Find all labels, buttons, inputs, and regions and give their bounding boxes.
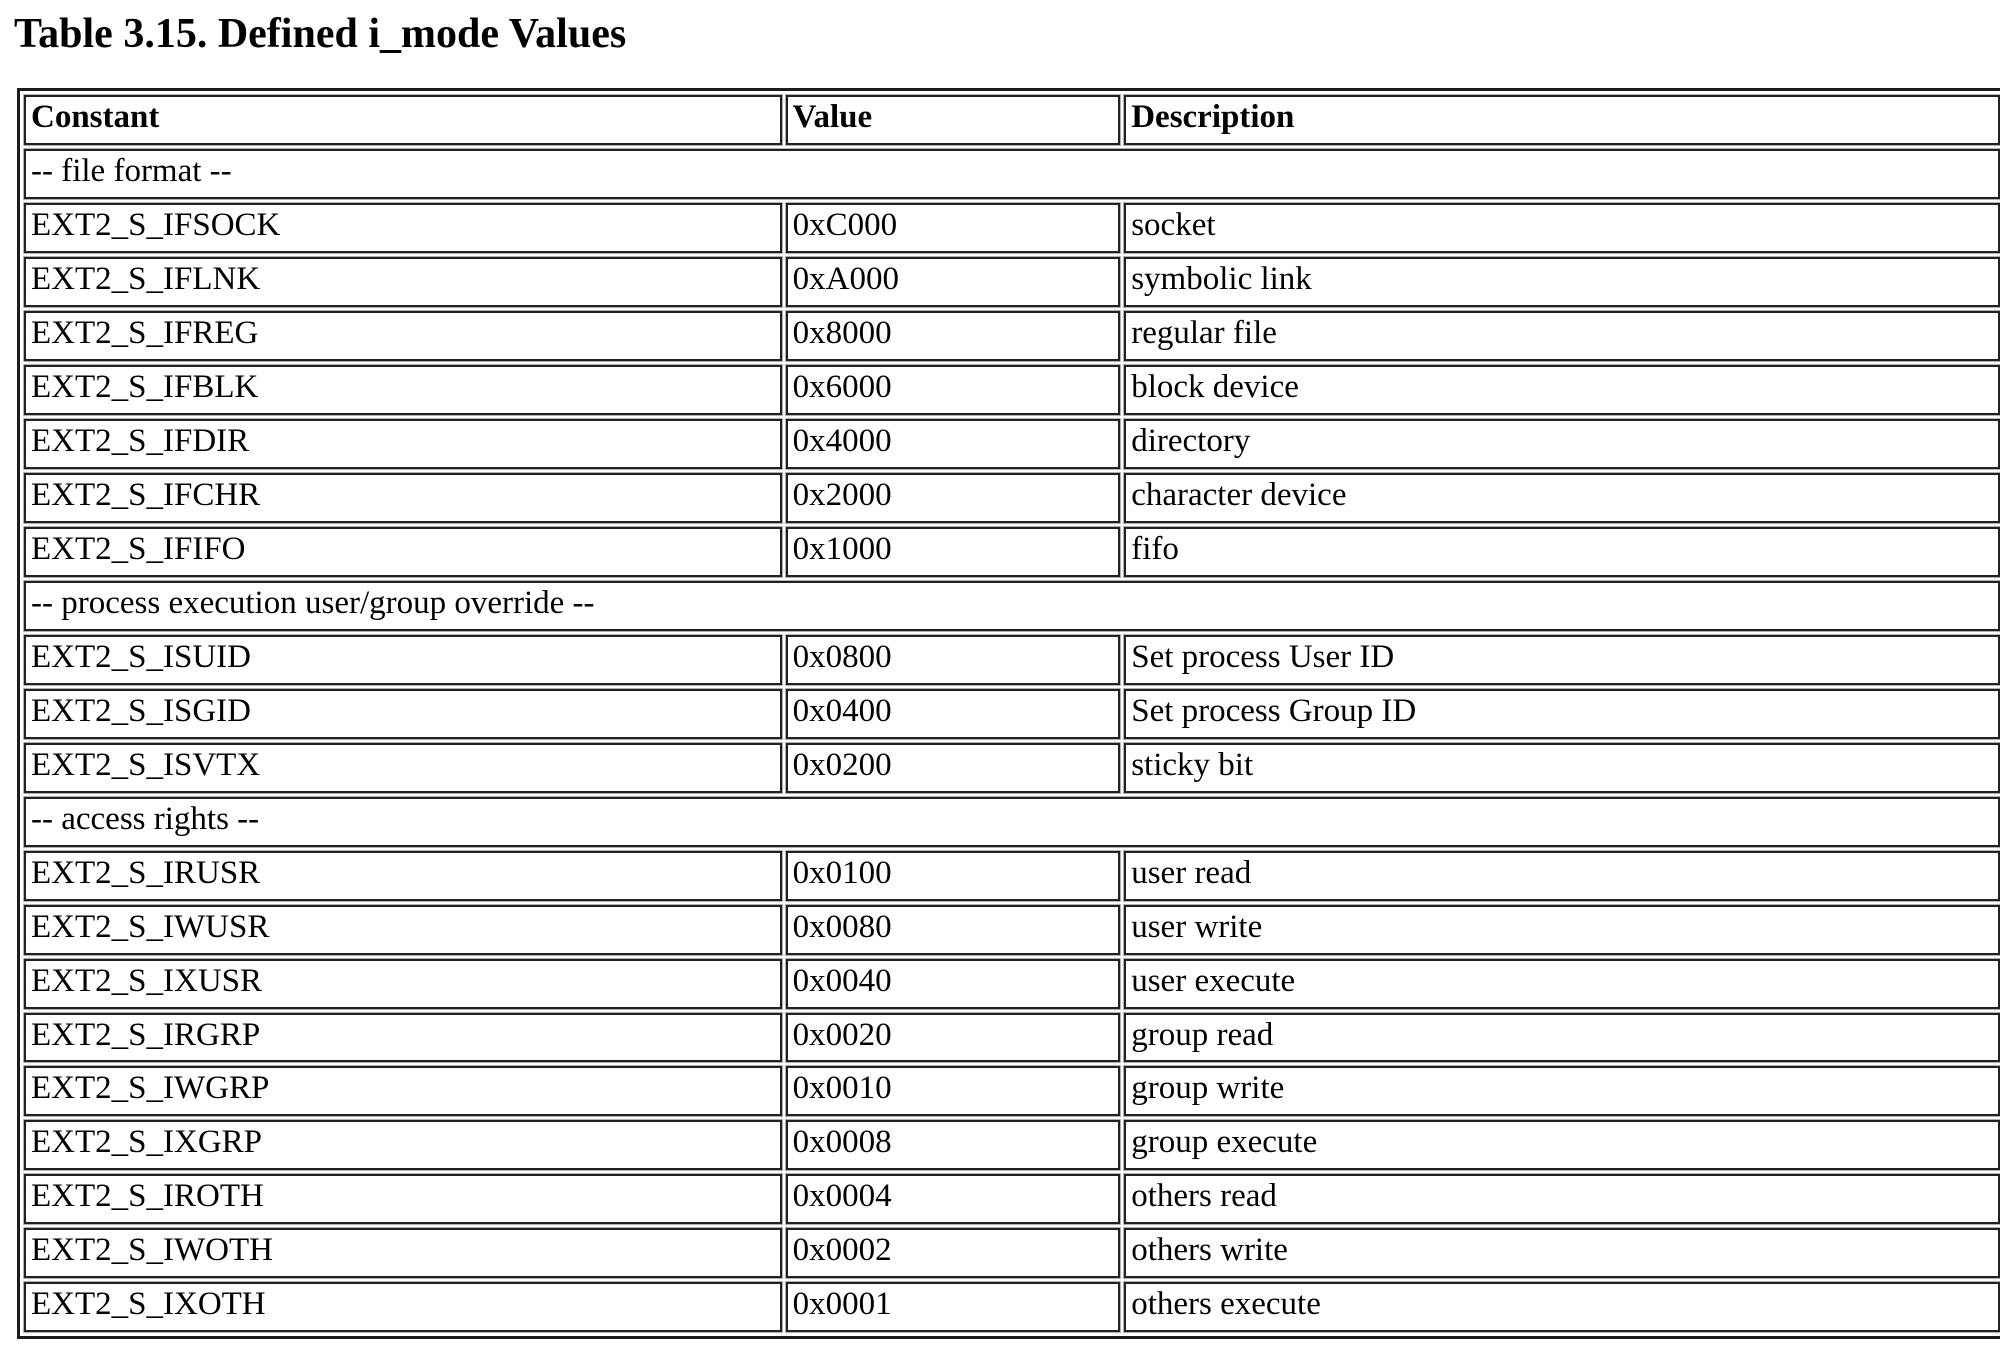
constant-cell: EXT2_S_IWGRP [24, 1066, 782, 1116]
constant-cell: EXT2_S_ISUID [24, 635, 782, 685]
table-row [24, 959, 2000, 1009]
constant-cell: EXT2_S_IWUSR [24, 905, 782, 955]
table-row [24, 311, 2000, 361]
section-label: -- process execution user/group override -- [24, 581, 2000, 631]
constant-cell: EXT2_S_IFLNK [24, 257, 782, 307]
description-cell: character device [1124, 473, 2000, 523]
table-row [24, 203, 2000, 253]
value-cell: 0x1000 [786, 527, 1121, 577]
table-row [24, 1228, 2000, 1278]
table-row [24, 689, 2000, 739]
header-value: Value [786, 95, 1121, 145]
constant-cell: EXT2_S_ISVTX [24, 743, 782, 793]
description-cell: group read [1124, 1013, 2000, 1063]
table-row [24, 1174, 2000, 1224]
table-row [24, 1282, 2000, 1332]
constant-cell: EXT2_S_IFBLK [24, 365, 782, 415]
description-cell: block device [1124, 365, 2000, 415]
value-cell: 0x2000 [786, 473, 1121, 523]
constant-cell: EXT2_S_IXUSR [24, 959, 782, 1009]
section-row [24, 149, 2000, 199]
constant-cell: EXT2_S_IRGRP [24, 1013, 782, 1063]
table-header [24, 95, 2000, 145]
table-row [24, 365, 2000, 415]
constant-cell: EXT2_S_IFCHR [24, 473, 782, 523]
description-cell: Set process User ID [1124, 635, 2000, 685]
description-cell: group write [1124, 1066, 2000, 1116]
header-constant: Constant [24, 95, 782, 145]
header-row [24, 95, 2000, 145]
table-row [24, 1013, 2000, 1063]
value-cell: 0x0004 [786, 1174, 1121, 1224]
section-label: -- file format -- [24, 149, 2000, 199]
value-cell: 0x0008 [786, 1120, 1121, 1170]
value-cell: 0x0800 [786, 635, 1121, 685]
constant-cell: EXT2_S_IFIFO [24, 527, 782, 577]
table-row [24, 419, 2000, 469]
value-cell: 0x0020 [786, 1013, 1121, 1063]
value-cell: 0x0200 [786, 743, 1121, 793]
constant-cell: EXT2_S_IRUSR [24, 851, 782, 901]
section-row [24, 581, 2000, 631]
description-cell: others execute [1124, 1282, 2000, 1332]
header-description: Description [1124, 95, 2000, 145]
value-cell: 0x0080 [786, 905, 1121, 955]
value-cell: 0x0002 [786, 1228, 1121, 1278]
description-cell: directory [1124, 419, 2000, 469]
description-cell: regular file [1124, 311, 2000, 361]
value-cell: 0x4000 [786, 419, 1121, 469]
description-cell: fifo [1124, 527, 2000, 577]
imode-values-table [17, 88, 2000, 1339]
constant-cell: EXT2_S_IFSOCK [24, 203, 782, 253]
description-cell: socket [1124, 203, 2000, 253]
value-cell: 0x0010 [786, 1066, 1121, 1116]
table-row [24, 257, 2000, 307]
section-label: -- access rights -- [24, 797, 2000, 847]
constant-cell: EXT2_S_IFREG [24, 311, 782, 361]
constant-cell: EXT2_S_IWOTH [24, 1228, 782, 1278]
description-cell: group execute [1124, 1120, 2000, 1170]
table-row [24, 635, 2000, 685]
section-row [24, 797, 2000, 847]
value-cell: 0xA000 [786, 257, 1121, 307]
imode-table-body [24, 149, 2000, 1332]
value-cell: 0x0400 [786, 689, 1121, 739]
constant-cell: EXT2_S_IXGRP [24, 1120, 782, 1170]
value-cell: 0xC000 [786, 203, 1121, 253]
value-cell: 0x0001 [786, 1282, 1121, 1332]
description-cell: user execute [1124, 959, 2000, 1009]
value-cell: 0x0100 [786, 851, 1121, 901]
value-cell: 0x8000 [786, 311, 1121, 361]
description-cell: symbolic link [1124, 257, 2000, 307]
description-cell: Set process Group ID [1124, 689, 2000, 739]
table-row [24, 905, 2000, 955]
description-cell: others write [1124, 1228, 2000, 1278]
description-cell: user write [1124, 905, 2000, 955]
page-title: Table 3.15. Defined i_mode Values [14, 11, 627, 57]
constant-cell: EXT2_S_ISGID [24, 689, 782, 739]
table-row [24, 1066, 2000, 1116]
value-cell: 0x0040 [786, 959, 1121, 1009]
constant-cell: EXT2_S_IXOTH [24, 1282, 782, 1332]
table-row [24, 473, 2000, 523]
table-row [24, 743, 2000, 793]
value-cell: 0x6000 [786, 365, 1121, 415]
table-row [24, 1120, 2000, 1170]
description-cell: others read [1124, 1174, 2000, 1224]
description-cell: user read [1124, 851, 2000, 901]
table-row [24, 527, 2000, 577]
table-row [24, 851, 2000, 901]
constant-cell: EXT2_S_IROTH [24, 1174, 782, 1224]
description-cell: sticky bit [1124, 743, 2000, 793]
constant-cell: EXT2_S_IFDIR [24, 419, 782, 469]
